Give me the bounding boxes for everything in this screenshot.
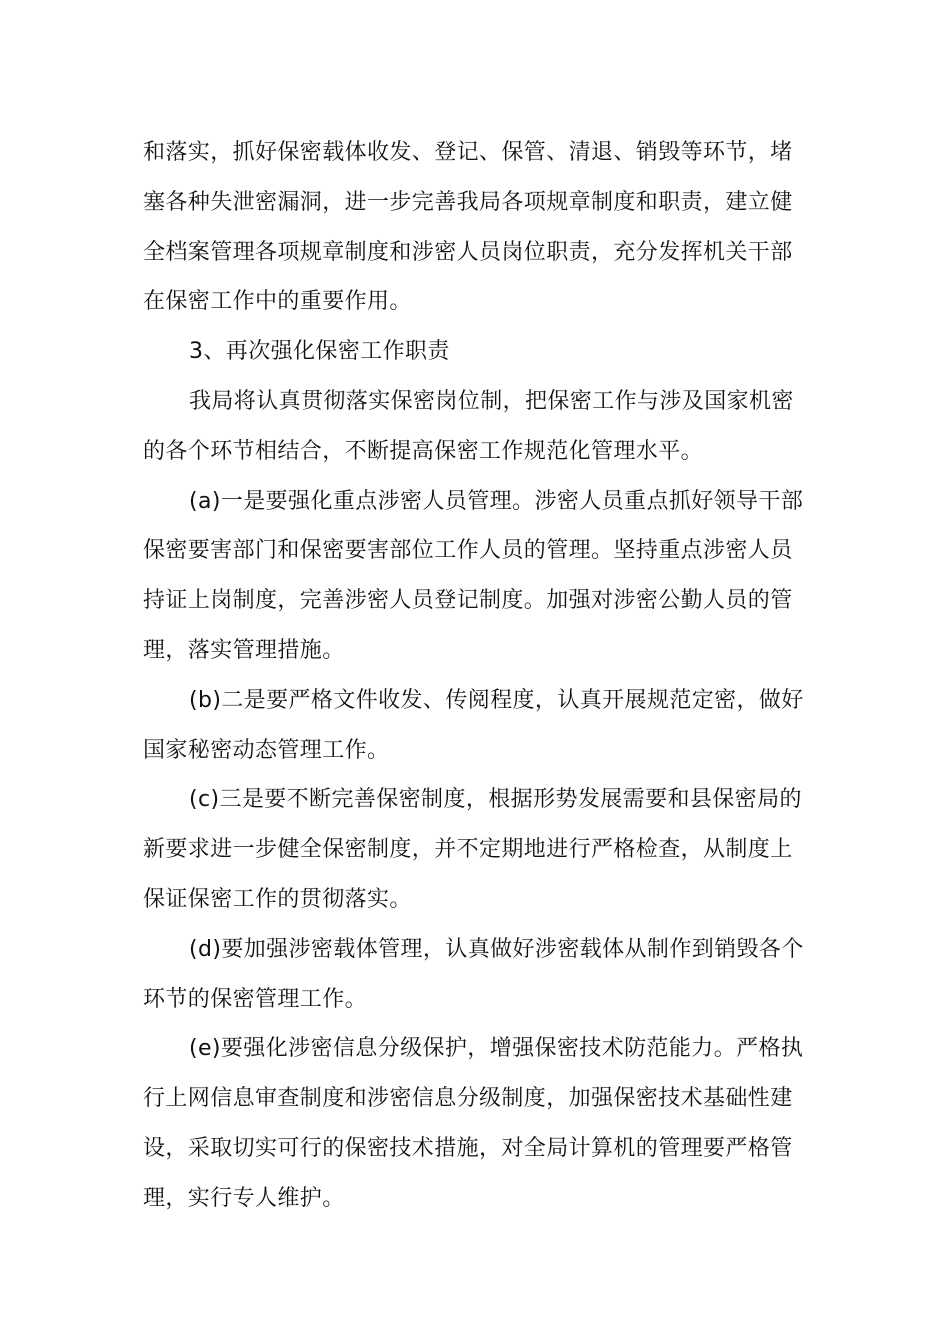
paragraph-p8 (143, 1024, 807, 1223)
paragraph-line: 的各个环节相结合，不断提高保密工作规范化管理水平。 (143, 438, 704, 464)
paragraph-p4 (143, 477, 807, 676)
paragraph-line: (e)要强化涉密信息分级保护，增强保密技术防范能力。严格执 (189, 1036, 804, 1062)
paragraph-line: 持证上岗制度，完善涉密人员登记制度。加强对涉密公勤人员的管 (143, 588, 793, 614)
paragraph-line: 在保密工作中的重要作用。 (143, 289, 412, 315)
paragraph-line: 国家秘密动态管理工作。 (143, 737, 390, 763)
paragraph-line: (d)要加强涉密载体管理，认真做好涉密载体从制作到销毁各个 (189, 936, 804, 962)
document-body (143, 128, 807, 1224)
paragraph-p1 (143, 128, 807, 327)
paragraph-line: 新要求进一步健全保密制度，并不定期地进行严格检查，从制度上 (143, 837, 793, 863)
section-heading (143, 327, 807, 377)
section-heading-text: 3、再次强化保密工作职责 (189, 339, 450, 365)
paragraph-line: 设，采取切实可行的保密技术措施，对全局计算机的管理要严格管 (143, 1135, 793, 1161)
paragraph-line: 理，实行专人维护。 (143, 1185, 345, 1211)
paragraph-p6 (143, 775, 807, 924)
paragraph-line: 保密要害部门和保密要害部位工作人员的管理。坚持重点涉密人员 (143, 538, 793, 564)
paragraph-line: 全档案管理各项规章制度和涉密人员岗位职责，充分发挥机关干部 (143, 239, 793, 265)
paragraph-line: 我局将认真贯彻落实保密岗位制，把保密工作与涉及国家机密 (189, 388, 794, 414)
paragraph-line: (a)一是要强化重点涉密人员管理。涉密人员重点抓好领导干部 (189, 488, 804, 514)
paragraph-p5 (143, 676, 807, 776)
paragraph-line: 行上网信息审查制度和涉密信息分级制度，加强保密技术基础性建 (143, 1086, 793, 1112)
paragraph-p7 (143, 925, 807, 1025)
paragraph-line: 保证保密工作的贯彻落实。 (143, 886, 412, 912)
paragraph-line: 理，落实管理措施。 (143, 637, 345, 663)
paragraph-line: 和落实，抓好保密载体收发、登记、保管、清退、销毁等环节，堵 (143, 140, 793, 165)
paragraph-line: (c)三是要不断完善保密制度，根据形势发展需要和县保密局的 (189, 787, 802, 813)
paragraph-line: 塞各种失泄密漏洞，进一步完善我局各项规章制度和职责，建立健 (143, 189, 793, 215)
paragraph-line: 环节的保密管理工作。 (143, 986, 368, 1012)
paragraph-p3 (143, 377, 807, 477)
paragraph-line: (b)二是要严格文件收发、传阅程度，认真开展规范定密，做好 (189, 687, 804, 713)
